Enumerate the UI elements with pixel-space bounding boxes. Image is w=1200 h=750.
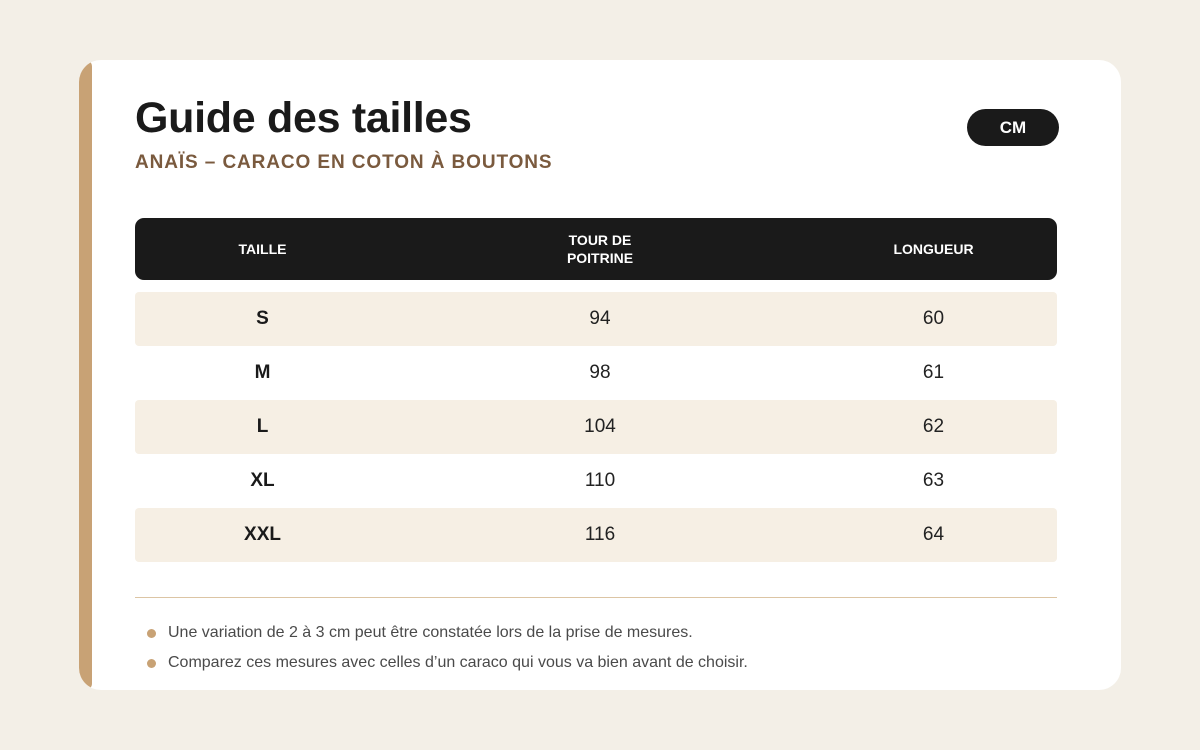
product-subtitle: ANAÏS – CARACO EN COTON À BOUTONS [135,152,553,173]
length-cell: 64 [922,524,945,545]
bust-cell: 98 [589,362,611,383]
size-cell: L [256,416,269,437]
length-cell: 63 [922,470,945,491]
column-header-size-label: TAILLE [238,241,287,257]
table-row [135,508,1057,562]
bust-cell: 110 [584,470,616,491]
table-row [135,400,1057,454]
bust-cell: 104 [584,416,616,437]
length-cell: 61 [922,362,945,383]
bust-cell: 116 [584,524,616,545]
table-row [135,454,1057,508]
note-item [147,618,748,648]
unit-toggle-button[interactable]: CM [967,109,1059,146]
measurement-notes [147,618,748,678]
size-cell: XL [250,470,275,491]
table-row [135,346,1057,400]
table-row [135,292,1057,346]
note-item [147,648,748,678]
bust-cell: 94 [589,308,611,329]
size-guide-card [79,60,1121,690]
column-header-bust-line-1: TOUR DE [568,232,632,248]
table-header [135,218,1057,280]
bullet-dot-icon [147,659,156,668]
table-body [135,292,1057,562]
column-header-length [810,218,1057,280]
notes-divider [135,597,1057,598]
column-header-bust [390,218,810,280]
length-cell: 62 [922,416,945,437]
accent-bar [79,60,92,690]
page-title: Guide des tailles [135,94,472,142]
size-cell: S [256,308,269,329]
column-header-size [135,218,390,280]
note-text: Comparez ces mesures avec celles d’un caraco qui vous va bien avant de choisir. [168,654,748,671]
size-table [135,218,1057,562]
column-header-bust-line-2: POITRINE [566,250,634,266]
note-text: Une variation de 2 à 3 cm peut être constatée lors de la prise de mesures. [168,624,693,641]
size-cell: XXL [244,524,281,545]
bullet-dot-icon [147,629,156,638]
column-header-length-label: LONGUEUR [893,241,974,257]
size-cell: M [254,362,271,383]
length-cell: 60 [922,308,945,329]
